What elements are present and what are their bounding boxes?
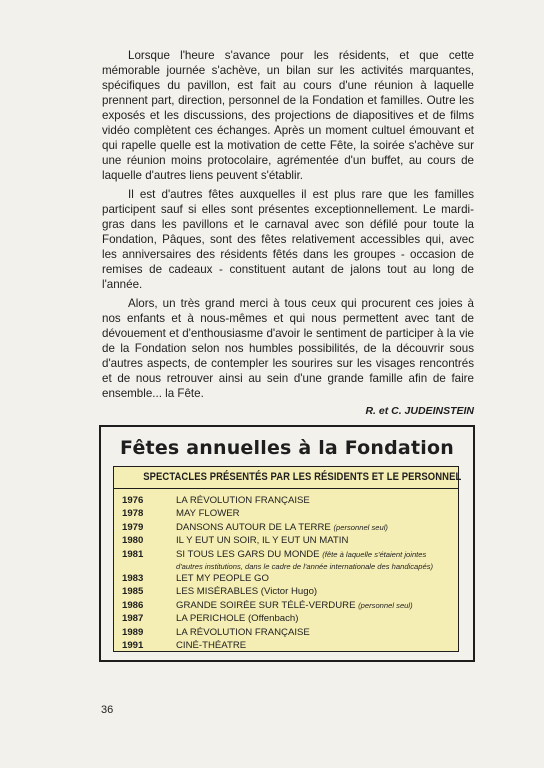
show-entry <box>176 639 452 652</box>
show-entry <box>176 599 452 612</box>
show-row <box>120 534 452 547</box>
show-row <box>120 572 452 585</box>
show-year: 1979 <box>122 521 144 533</box>
article-body <box>102 48 474 419</box>
show-row <box>120 521 452 534</box>
show-year: 1980 <box>122 535 144 547</box>
show-row <box>120 626 452 639</box>
article-paragraph: Alors, un très grand merci à tous ceux qui procurent ces joies à nos enfants et à nous-mêmes et qui nous permettent avec tant de dévouement et d'enthousiasme d'avoir le sentiment de participer à la vie de la Fondation selon nos humbles possibilités, de la découvrir sous d'autres aspects, de contempler les sourires sur les visages rencontrés et de nous retrouver ainsi au sein d'une grande famille afin de faire ensemble... la Fête. <box>102 297 474 400</box>
page-number: 36 <box>101 704 114 716</box>
show-row <box>120 599 452 612</box>
show-year: 1991 <box>122 640 144 652</box>
heading-divider <box>114 488 458 489</box>
shows-list <box>120 494 452 652</box>
show-year: 1987 <box>122 613 144 625</box>
show-year: 1978 <box>122 508 144 520</box>
show-entry <box>176 534 452 547</box>
show-entry <box>176 548 452 572</box>
show-row <box>120 612 452 625</box>
show-year: 1986 <box>122 599 144 611</box>
show-title: IL Y EUT UN SOIR, IL Y EUT UN MATIN <box>176 535 349 547</box>
show-entry <box>176 494 452 507</box>
show-entry <box>176 626 452 639</box>
show-title: SI TOUS LES GARS DU MONDE <box>176 548 320 560</box>
show-title: LA RÉVOLUTION FRANÇAISE <box>176 495 310 506</box>
show-year: 1976 <box>122 495 144 506</box>
show-row <box>120 585 452 598</box>
show-entry <box>176 612 452 625</box>
show-title: CINÉ-THÉATRE <box>176 640 247 652</box>
show-year: 1981 <box>122 548 144 560</box>
shows-heading: SPECTACLES PRÉSENTÉS PAR LES RÉSIDENTS ET LE PERSONNEL <box>143 471 462 483</box>
article-paragraph: Lorsque l'heure s'avance pour les résidents, et que cette mémorable journée s'achève, un bilan sur les activités marquantes, spécifiques du pavillon, est fait au cours d'une réunion à laquelle prennent part, direction, personnel de la Fondation et familles. Outre les exposés et les discussions, des projections de diapositives et de films vidéo complètent ces échanges. Après un moment cultuel émouvant et qui rapelle quelle est la motivation de cette Fête, la soirée s'achève sur une réunion moins protocolaire, agrémentée d'un buffet, au cours de laquelle d'autres liens peuvent s'établir. <box>102 49 474 182</box>
show-title: LET MY PEOPLE GO <box>176 573 269 585</box>
show-entry <box>176 572 452 585</box>
show-title: LA PERICHOLE (Offenbach) <box>176 613 299 625</box>
show-title: DANSONS AUTOUR DE LA TERRE <box>176 521 331 533</box>
show-title: GRANDE SOIRÉE SUR TÉLÉ-VERDURE <box>176 599 356 611</box>
show-entry <box>176 507 452 520</box>
author-signature: R. et C. JUDEINSTEIN <box>365 405 474 417</box>
show-note: (personnel seul) <box>358 600 413 610</box>
show-year: 1985 <box>122 586 144 598</box>
show-subnote: d'autres institutions, dans le cadre de l'année internationale des handicapés) <box>176 562 434 572</box>
show-row <box>120 639 452 652</box>
show-year: 1983 <box>122 573 144 585</box>
show-year: 1989 <box>122 626 144 638</box>
show-entry <box>176 521 452 534</box>
show-entry <box>176 585 452 598</box>
show-title: LES MISÉRABLES (Victor Hugo) <box>176 586 318 598</box>
article-paragraph: Il est d'autres fêtes auxquelles il est plus rare que les familles participent sauf si elles sont présentes exceptionnellement. Le mardi-gras dans les pavillons et le carnaval avec son défilé pour toute la Fondation, Pâques, sont des fêtes relativement accessibles qui, avec les anniversaires des résidents fêtés dans les groupes - occasion de remises de cadeaux - constituent autant de jalons tout au long de l'année. <box>102 188 474 291</box>
show-row <box>120 494 452 507</box>
show-note: (personnel seul) <box>333 522 388 532</box>
annual-festivals-box <box>99 425 475 662</box>
show-row <box>120 507 452 520</box>
show-row <box>120 548 452 572</box>
show-title: MAY FLOWER <box>176 508 240 520</box>
box-title: Fêtes annuelles à la Fondation <box>120 437 454 459</box>
show-title: LA RÉVOLUTION FRANÇAISE <box>176 626 310 638</box>
show-note: (fête à laquelle s'étaient jointes <box>322 549 427 559</box>
shows-panel <box>113 466 462 652</box>
